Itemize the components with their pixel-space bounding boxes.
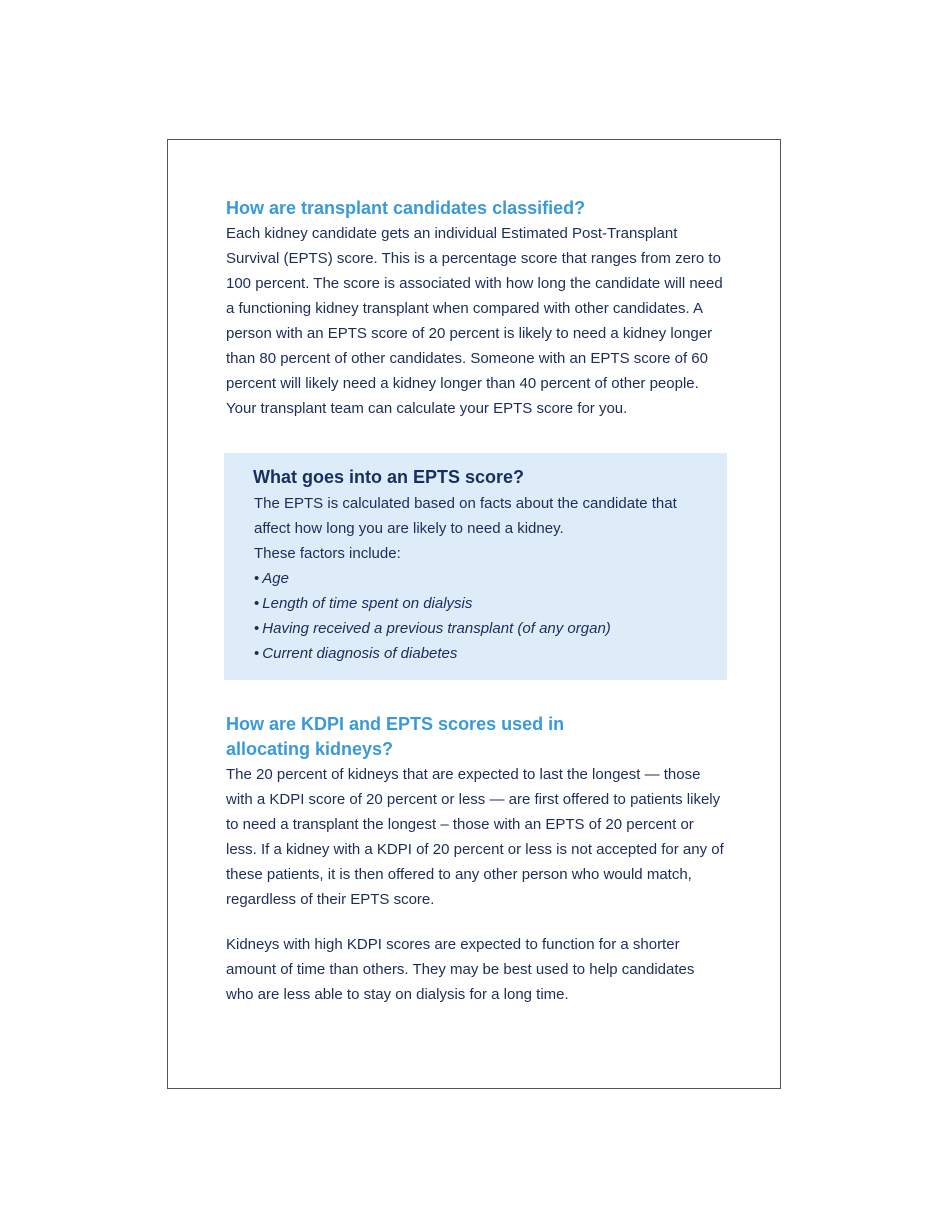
kdpi-heading-line1: How are KDPI and EPTS scores used in bbox=[226, 714, 565, 734]
kdpi-heading-line2: allocating kidneys? bbox=[226, 739, 394, 759]
bullet-icon: • bbox=[254, 645, 260, 662]
kdpi-section-body: The 20 percent of kidneys that are expected to last the longest — those with a KDPI score of 20 percent or less — are first offered to patients likely to need a transplant the longest – those with an EPTS of 20 percent or less. If a kidney with a KDPI of 20 percent or less is not accepted for any of these patients, it is then offered to any other person who would match, regardless of their EPTS score. bbox=[226, 766, 724, 908]
epts-section-heading: How are transplant candidates classified? bbox=[226, 198, 586, 218]
list-item bbox=[254, 641, 707, 666]
callout-intro: The EPTS is calculated based on facts about the candidate that affect how long you are likely to need a kidney. bbox=[254, 495, 677, 537]
epts-section-body: Each kidney candidate gets an individual Estimated Post-Transplant Survival (EPTS) score. This is a percentage score that ranges from zero to 100 percent. The score is associated with how long the candidate will need a functioning kidney transplant when compared with other candidates. A person with an EPTS score of 20 percent is likely to need a kidney longer than 80 percent of other candidates. Someone with an EPTS score of 60 percent will likely need a kidney longer than 40 percent of other people. Your transplant team can calculate your EPTS score for you. bbox=[226, 225, 723, 417]
high-kdpi-section bbox=[226, 932, 726, 1007]
list-item bbox=[254, 591, 707, 616]
epts-section bbox=[226, 196, 726, 421]
kdpi-section bbox=[226, 712, 726, 912]
callout-title: What goes into an EPTS score? bbox=[253, 467, 525, 487]
kdpi-section-heading bbox=[226, 712, 726, 762]
callout-factors-label: These factors include: bbox=[254, 545, 401, 562]
bullet-icon: • bbox=[254, 595, 260, 612]
bullet-icon: • bbox=[254, 570, 260, 587]
factor-dialysis-time: Length of time spent on dialysis bbox=[262, 595, 473, 612]
factor-age: Age bbox=[262, 570, 289, 587]
factor-diabetes: Current diagnosis of diabetes bbox=[262, 645, 458, 662]
bullet-icon: • bbox=[254, 620, 260, 637]
factor-previous-transplant: Having received a previous transplant (of any organ) bbox=[262, 620, 611, 637]
epts-factors-callout bbox=[224, 453, 727, 680]
factor-list bbox=[253, 566, 707, 666]
high-kdpi-body: Kidneys with high KDPI scores are expected to function for a shorter amount of time than others. They may be best used to help candidates who are less able to stay on dialysis for a long time. bbox=[226, 936, 695, 1003]
page-frame bbox=[167, 139, 781, 1089]
list-item bbox=[254, 566, 707, 591]
list-item bbox=[254, 616, 707, 641]
